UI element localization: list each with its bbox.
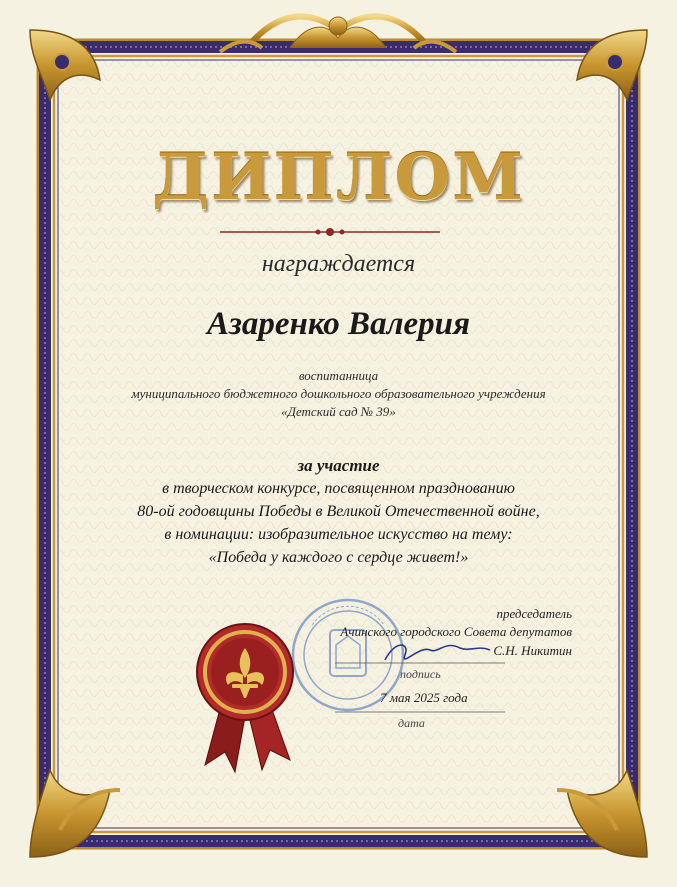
- signature-caption: подпись: [400, 667, 441, 681]
- award-date: 7 мая 2025 года: [380, 690, 468, 705]
- reason-heading: за участие: [297, 456, 380, 475]
- reason-line-2: 80-ой годовщины Победы в Великой Отечественной войне,: [137, 503, 540, 520]
- awarded-label: награждается: [261, 251, 416, 277]
- reason-line-4: «Победа у каждого с сердце живет!»: [208, 549, 469, 566]
- date-caption: дата: [398, 716, 425, 730]
- signer-name: С.Н. Никитин: [493, 643, 572, 658]
- diploma-title: ДИПЛОМ: [152, 140, 525, 215]
- recipient-role: воспитанница: [298, 368, 379, 383]
- reason-line-3: в номинации: изобразительное искусство на тему:: [164, 526, 513, 543]
- institution-name: «Детский сад № 39»: [281, 404, 396, 419]
- reason-line-1: в творческом конкурсе, посвященном празднованию: [162, 480, 515, 497]
- institution-type: муниципального бюджетного дошкольного образовательного учреждения: [131, 386, 546, 401]
- recipient-name: Азаренко Валерия: [206, 306, 471, 342]
- signer-position-title: председатель: [496, 606, 572, 621]
- signer-position-council: Ачинского городского Совета депутатов: [340, 624, 572, 639]
